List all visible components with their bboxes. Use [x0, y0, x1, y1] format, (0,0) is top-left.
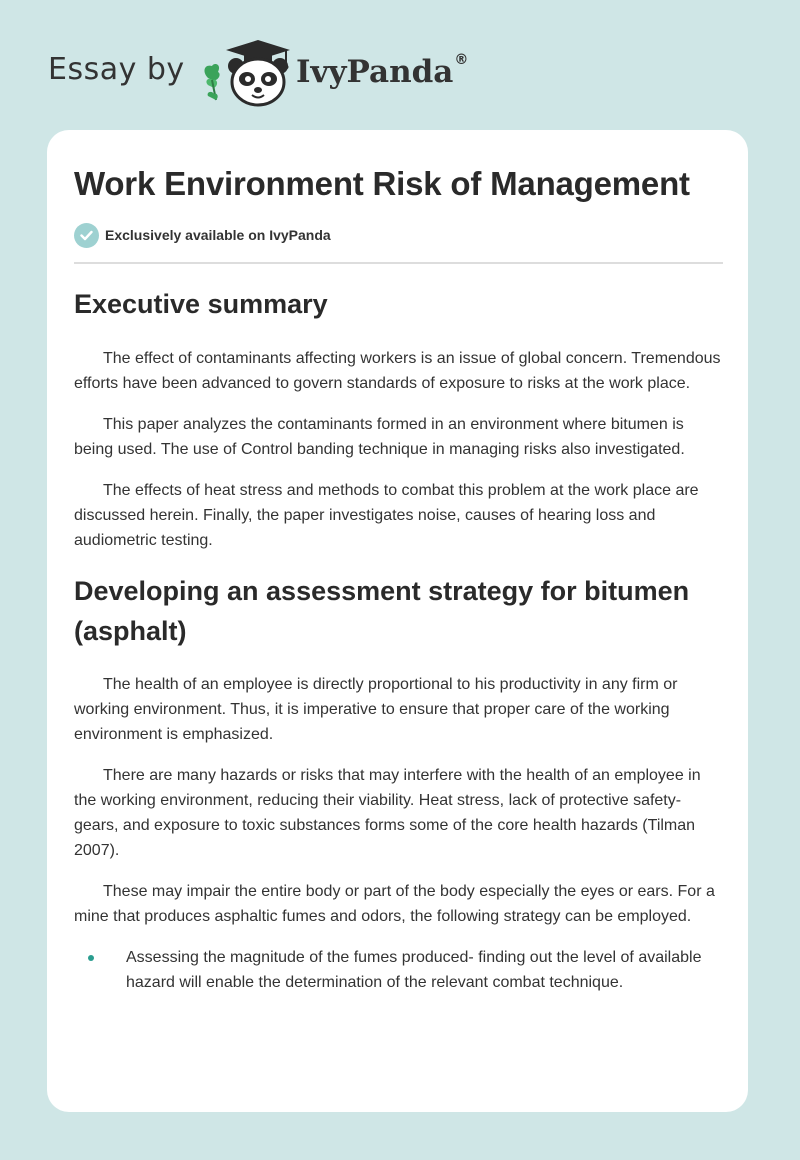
registered-mark: ® [454, 52, 469, 68]
exclusive-label: Exclusively available on IvyPanda [105, 227, 331, 243]
paragraph: The health of an employee is directly proportional to his productivity in any firm or working environment. Thus, it is imperative to ensure that proper care of the working environment is emphasized. [74, 676, 678, 743]
bullet-icon [88, 955, 94, 961]
document-card [47, 130, 748, 1112]
section-assessment-strategy [74, 571, 722, 995]
paragraph: These may impair the entire body or part of the body especially the eyes or ears. For a mine that produces asphaltic fumes and odors, the following strategy can be employed. [74, 883, 715, 925]
brand-name: IvyPanda® [296, 52, 469, 90]
check-circle-icon [74, 223, 99, 248]
brand-header [48, 36, 488, 116]
list-item-text: Assessing the magnitude of the fumes produced- finding out the level of available hazard will enable the determination of the relevant combat technique. [126, 949, 702, 991]
list-item [74, 945, 724, 995]
bullet-list [74, 945, 722, 995]
paragraph: The effect of contaminants affecting workers is an issue of global concern. Tremendous efforts have been advanced to govern standards of exposure to risks at the work place. [74, 350, 721, 392]
divider [74, 262, 723, 264]
ivy-leaf-icon [205, 64, 220, 100]
exclusive-badge [74, 222, 722, 248]
panda-graduate-icon [200, 36, 292, 108]
brand-prefix: Essay by [48, 52, 185, 87]
paragraph: This paper analyzes the contaminants formed in an environment where bitumen is being used. The use of Control banding technique in managing risks also investigated. [74, 416, 685, 458]
paragraph: The effects of heat stress and methods to combat this problem at the work place are discussed herein. Finally, the paper investigates noise, causes of hearing loss and audiometric testing. [74, 482, 699, 549]
page-title: Work Environment Risk of Management [74, 165, 690, 202]
section-executive-summary [74, 284, 722, 553]
section-heading: Executive summary [74, 289, 328, 319]
paragraph: There are many hazards or risks that may interfere with the health of an employee in the working environment, reducing their viability. Heat stress, lack of protective safety-gears, and exposure to toxic substances forms some of the core health hazards (Tilman 2007). [74, 767, 701, 859]
section-heading: Developing an assessment strategy for bitumen (asphalt) [74, 576, 690, 646]
